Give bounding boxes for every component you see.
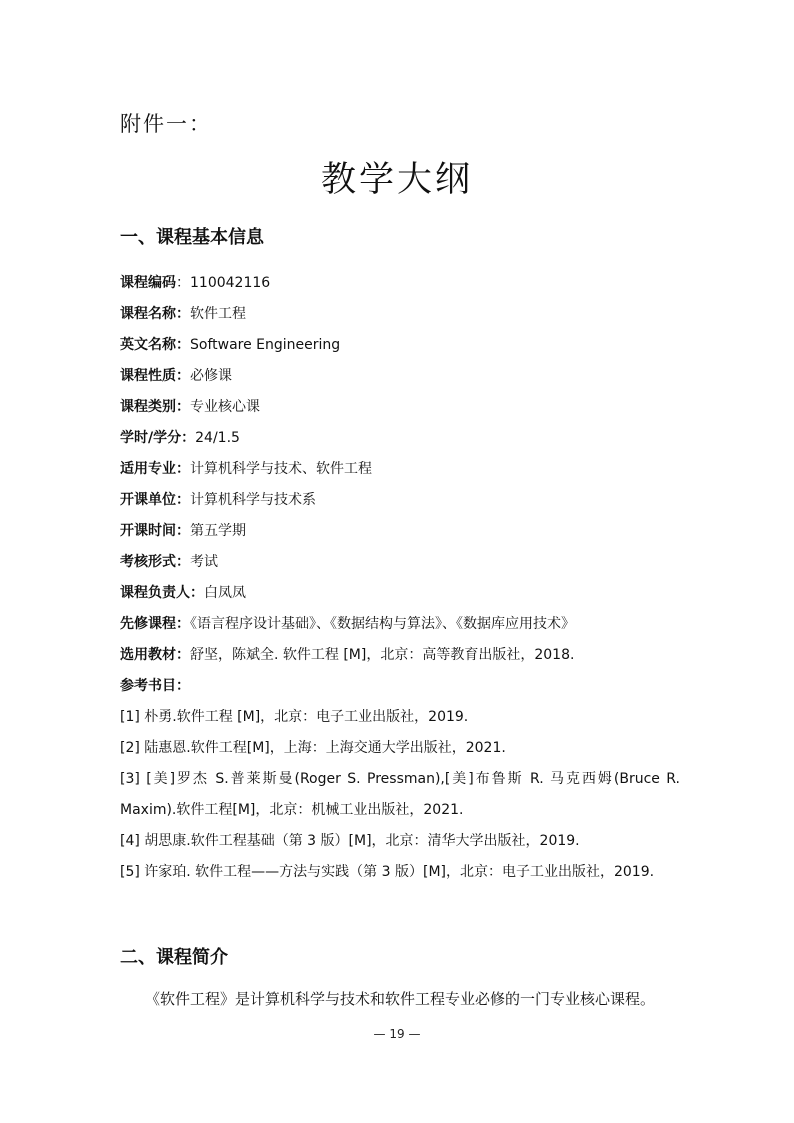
info-value: 考试 [190, 554, 218, 570]
info-label: 开课时间： [120, 523, 190, 539]
section-heading-basic-info: 一、课程基本信息 [120, 227, 264, 248]
info-label: 课程类别： [120, 399, 190, 415]
info-value: 专业核心课 [190, 399, 260, 415]
info-label: 课程性质： [120, 368, 190, 384]
info-value: 计算机科学与技术、软件工程 [190, 461, 372, 477]
info-row-course-nature [120, 361, 680, 392]
info-row-assessment [120, 547, 680, 578]
info-value: 白凤凤 [204, 585, 246, 601]
document-title: 教学大纲 [320, 160, 473, 200]
reference-item: [2] 陆惠恩.软件工程[M]，上海：上海交通大学出版社，2021. [120, 740, 506, 756]
info-value: 《语言程序设计基础》、《数据结构与算法》、《数据库应用技术》 [190, 616, 575, 632]
info-value: 软件工程 [190, 306, 246, 322]
info-row-textbook [120, 640, 680, 671]
info-row-course-lead [120, 578, 680, 609]
info-row-applicable-major [120, 454, 680, 485]
info-row-course-category [120, 392, 680, 423]
info-row-course-code: 课程编码：110042116 [120, 275, 271, 291]
info-label: 课程编码 [120, 275, 176, 291]
page-number: — 19 — [373, 1027, 421, 1041]
info-label: 课程负责人： [120, 585, 204, 601]
info-value: 第五学期 [190, 523, 246, 539]
info-row-department [120, 485, 680, 516]
info-label: 学时/学分： [120, 430, 196, 446]
reference-item: [4] 胡思康.软件工程基础（第 3 版）[M]，北京：清华大学出版社，2019. [120, 833, 580, 849]
info-label: 先修课程： [120, 616, 190, 632]
attachment-label: 附件一： [120, 112, 212, 136]
references-heading: 参考书目： [120, 678, 190, 694]
info-row-course-name [120, 299, 680, 330]
info-label: 选用教材： [120, 647, 190, 663]
info-row-hours-credits [120, 423, 680, 454]
info-row-english-name [120, 330, 680, 361]
info-value: 110042116 [190, 275, 271, 291]
info-label: 开课单位： [120, 492, 190, 508]
info-label: 考核形式： [120, 554, 190, 570]
info-row-prerequisites [120, 609, 680, 640]
course-info-block [120, 268, 680, 888]
info-value: 24/1.5 [195, 430, 240, 446]
info-label: 课程名称： [120, 306, 190, 322]
info-row-term [120, 516, 680, 547]
course-intro-text: 《软件工程》是计算机科学与技术和软件工程专业必修的一门专业核心课程。 [145, 990, 656, 1008]
reference-item: [1] 朴勇.软件工程 [M]，北京：电子工业出版社，2019. [120, 709, 469, 725]
info-value: 必修课 [190, 368, 232, 384]
info-label: 适用专业： [120, 461, 190, 477]
info-value: Software Engineering [190, 337, 341, 353]
info-label: 英文名称： [120, 337, 190, 353]
reference-item: [5] 许家珀. 软件工程——方法与实践（第 3 版）[M]，北京：电子工业出版社，2019. [120, 864, 655, 880]
reference-item: [3] [美]罗杰 S.普莱斯曼(Roger S. Pressman),[美]布鲁斯 R. 马克西姆(Bruce R. Maxim).软件工程[M]，北京：机械工业出版社，2021. [120, 771, 680, 818]
info-value: 计算机科学与技术系 [190, 492, 316, 508]
section-heading-course-intro: 二、课程简介 [120, 947, 228, 968]
info-value: 舒坚，陈斌全. 软件工程 [M]，北京：高等教育出版社，2018. [190, 647, 575, 663]
